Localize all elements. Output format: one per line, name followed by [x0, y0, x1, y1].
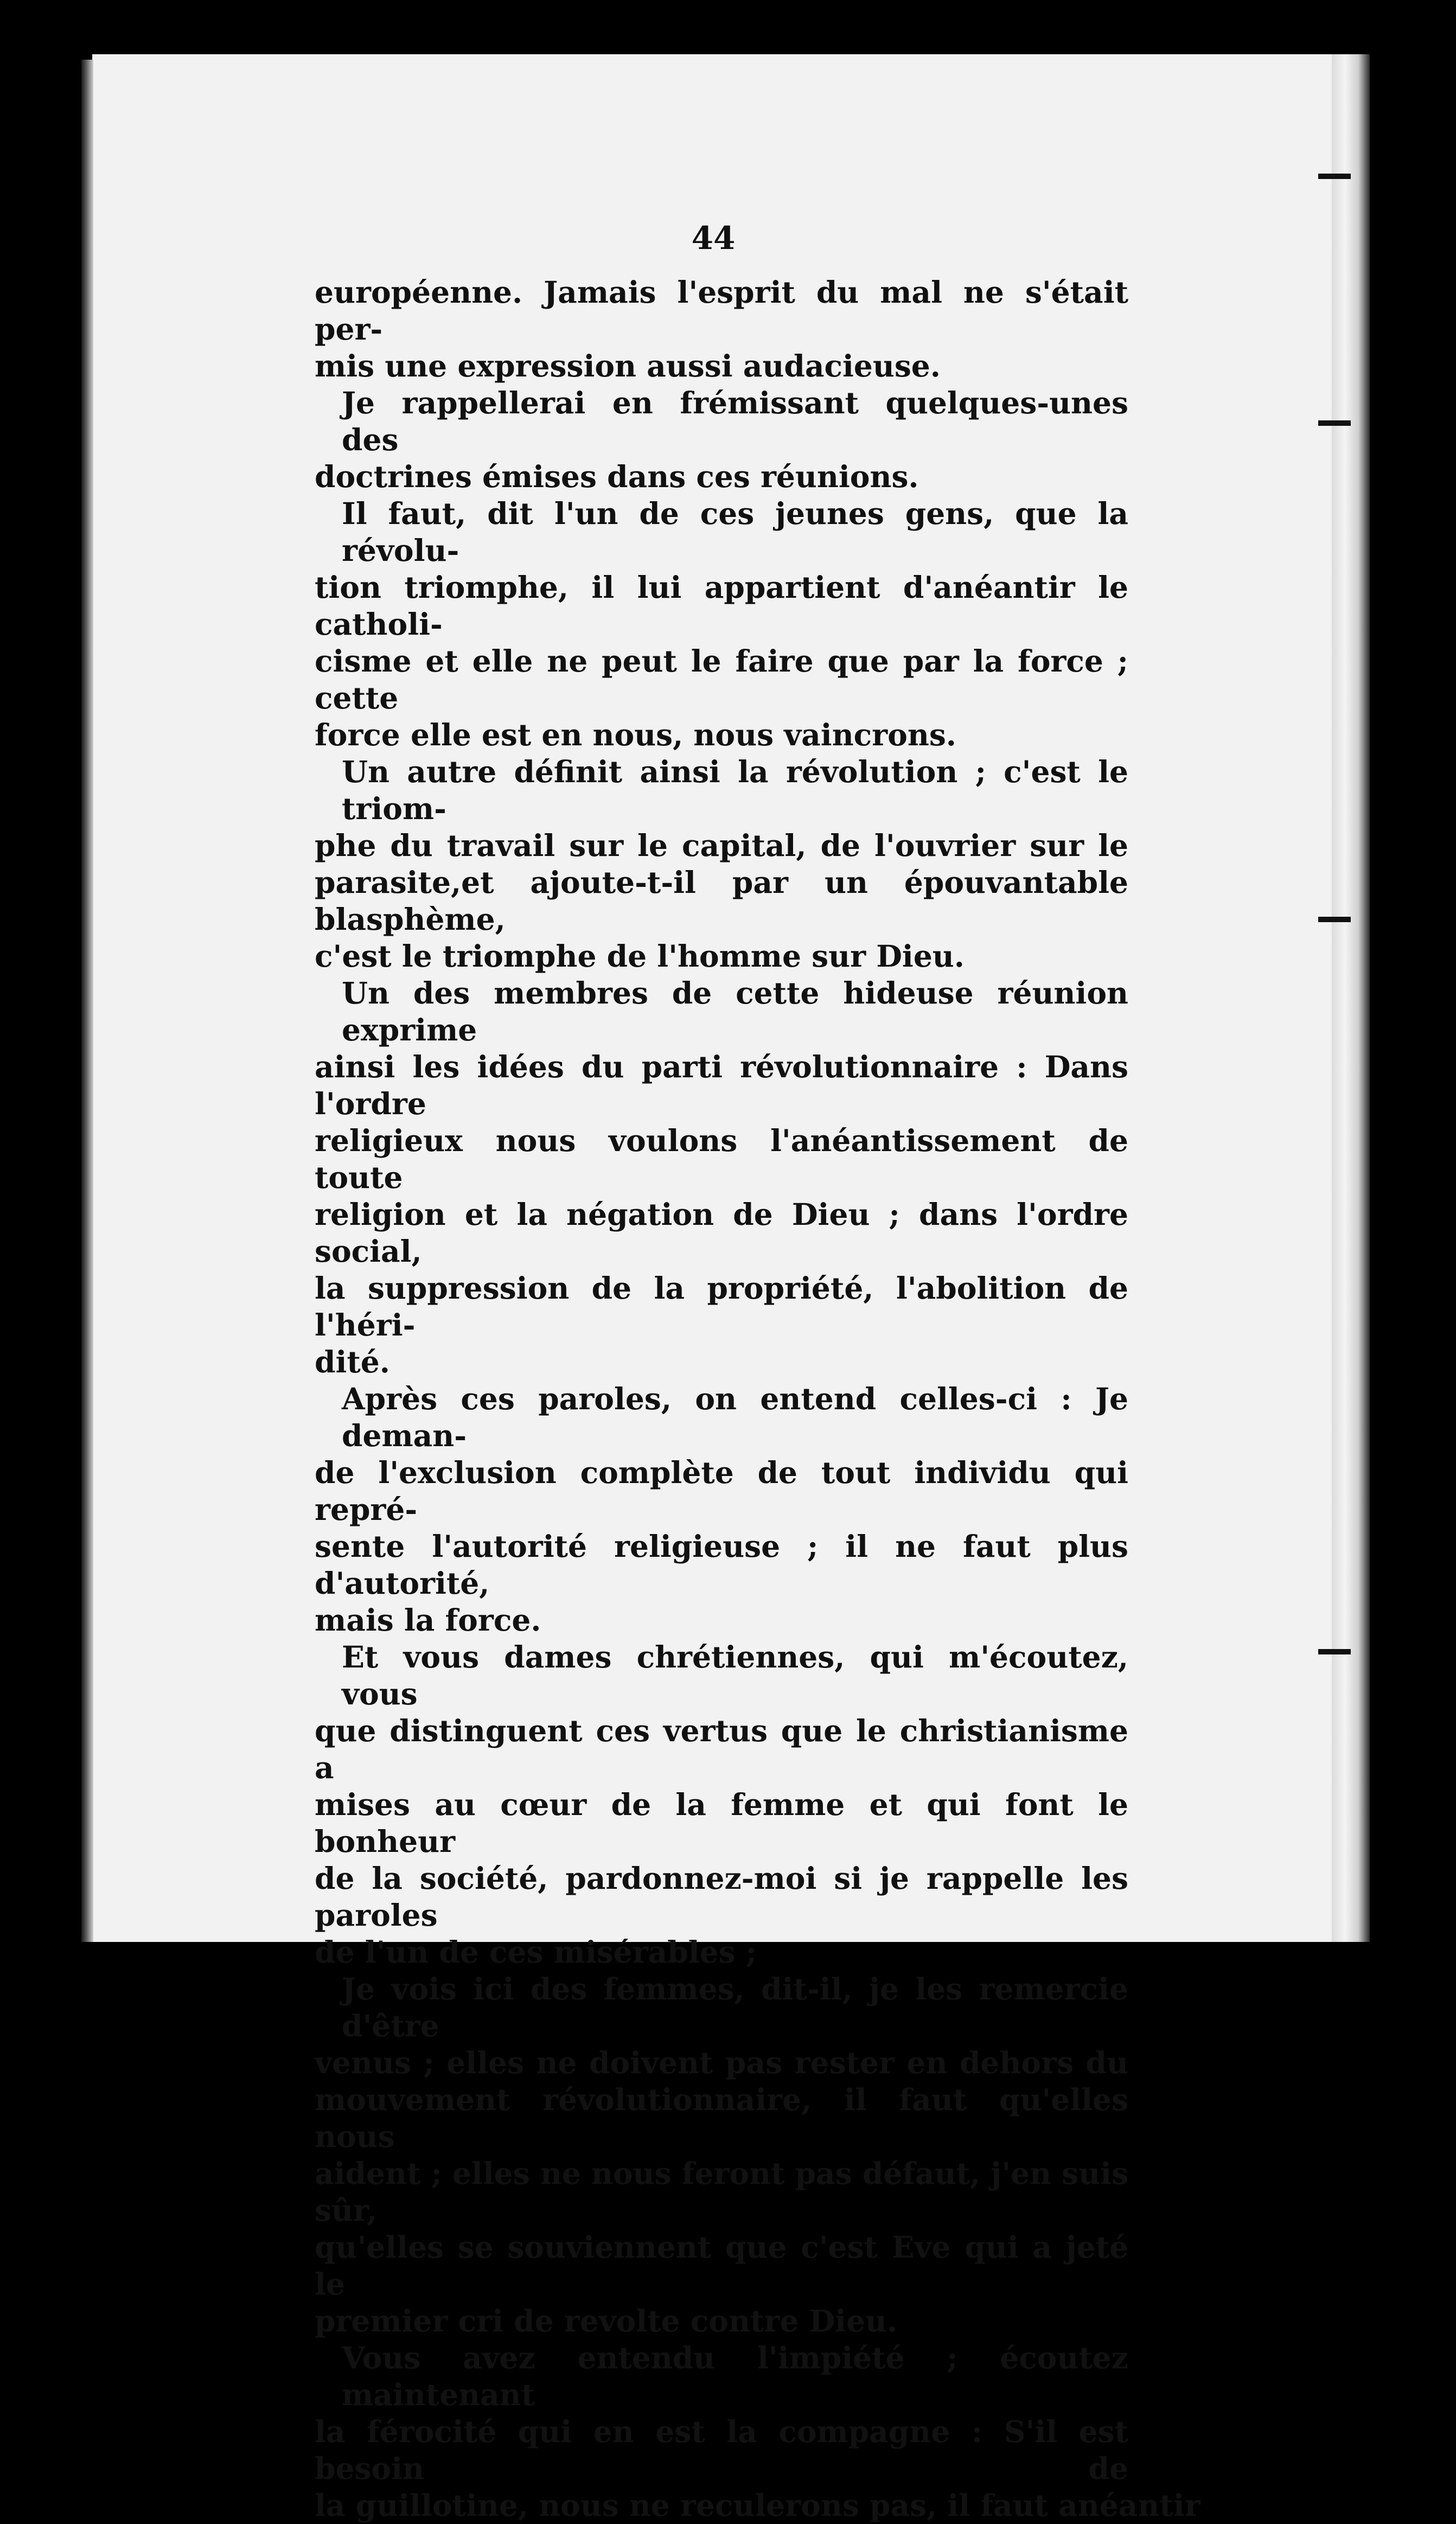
text-line: que distinguent ces vertus que le christianisme a [315, 1713, 1128, 1785]
text-line: dité. [315, 1344, 390, 1379]
text-line: Après ces paroles, on entend celles-ci : Je deman- [342, 1381, 1128, 1453]
paragraph [315, 1639, 1128, 1971]
left-page-edge [81, 60, 93, 1942]
text-line: aident ; elles ne nous feront pas défaut, j'en suis sûr, [315, 2156, 1128, 2228]
binding-mark [1318, 174, 1351, 179]
text-line: c'est le triomphe de l'homme sur Dieu. [315, 938, 965, 974]
text-line: la guillotine, nous ne reculerons pas, il faut anéantir [315, 2488, 1200, 2523]
text-line: mouvement révolutionnaire, il faut qu'elles nous [315, 2082, 1128, 2154]
text-line: tion triomphe, il lui appartient d'anéantir le catholi- [315, 570, 1128, 642]
text-line: force elle est en nous, nous vaincrons. [315, 717, 956, 752]
text-line: Et vous dames chrétiennes, qui m'écoutez, vous [342, 1639, 1128, 1711]
body-text [315, 274, 1200, 2524]
page-number: 44 [691, 220, 736, 257]
book-spine [1370, 54, 1440, 1942]
text-line: la férocité qui en est la compagne : S'il est besoin de [315, 2414, 1128, 2486]
paragraph [315, 274, 1128, 385]
text-line: doctrines émises dans ces réunions. [315, 459, 919, 494]
text-line: religieux nous voulons l'anéantissement de toute [315, 1123, 1128, 1195]
text-line: parasite,et ajoute-t-il par un épouvantable blasphème, [315, 865, 1128, 937]
text-line: venus ; elles ne doivent pas rester en dehors du [315, 2045, 1128, 2080]
paragraph [315, 385, 1128, 495]
text-line: Un autre définit ainsi la révolution ; c'est le triom- [342, 754, 1128, 826]
paragraph [315, 975, 1128, 1381]
text-line: Un des membres de cette hideuse réunion exprime [342, 975, 1128, 1047]
text-line: de la société, pardonnez-moi si je rappelle les paroles [315, 1861, 1128, 1933]
text-line: religion et la négation de Dieu ; dans l'ordre social, [315, 1197, 1128, 1269]
paragraph [315, 753, 1128, 975]
text-line: la suppression de la propriété, l'abolition de l'héri- [315, 1270, 1128, 1343]
text-line: phe du travail sur le capital, de l'ouvrier sur le [315, 828, 1128, 863]
text-line: Je vois ici des femmes, dit-il, je les remercie d'être [342, 1971, 1128, 2043]
text-line: sente l'autorité religieuse ; il ne faut plus d'autorité, [315, 1529, 1128, 1601]
binding-mark [1318, 420, 1351, 426]
text-line: de l'un de ces misérables ; [315, 1934, 757, 1970]
paragraph [315, 1381, 1128, 1639]
text-line: Il faut, dit l'un de ces jeunes gens, que la révolu- [342, 496, 1128, 568]
paragraph [315, 495, 1128, 753]
text-line: qu'elles se souviennent que c'est Eve qui a jeté le [315, 2229, 1128, 2302]
binding-mark [1318, 1649, 1351, 1654]
text-line: Je rappellerai en frémissant quelques-unes des [342, 385, 1128, 457]
text-line: premier cri de revolte contre Dieu. [315, 2303, 898, 2338]
text-line: européenne. Jamais l'esprit du mal ne s'était per- [315, 274, 1128, 347]
text-line: Vous avez entendu l'impiété ; écoutez maintenant [342, 2340, 1128, 2412]
binding-mark [1318, 917, 1351, 922]
text-line: cisme et elle ne peut le faire que par la force ; cette [315, 643, 1128, 715]
paragraph [315, 1971, 1128, 2340]
right-page-edge [1332, 54, 1370, 1942]
text-line: mises au cœur de la femme et qui font le bonheur [315, 1787, 1128, 1859]
text-line: de l'exclusion complète de tout individu qui repré- [315, 1455, 1128, 1527]
text-line: mis une expression aussi audacieuse. [315, 348, 941, 384]
text-line: ainsi les idées du parti révolutionnaire : Dans l'ordre [315, 1049, 1128, 1121]
text-line: mais la force. [315, 1602, 541, 1638]
paragraph [315, 2340, 1200, 2524]
